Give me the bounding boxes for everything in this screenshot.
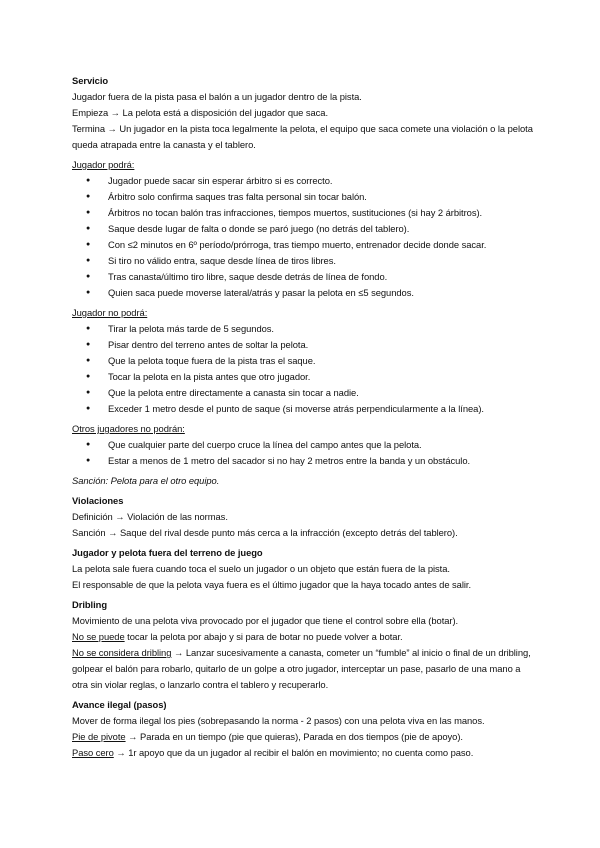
dribling-no-puede-label: No se puede <box>72 631 125 642</box>
list-item: ● Tirar la pelota más tarde de 5 segundos. <box>72 321 538 337</box>
dribling-no-puede-text: tocar la pelota por abajo y si para de botar no puede volver a botar. <box>124 631 403 642</box>
dribling-no-considera-text: → Lanzar sucesivamente a canasta, cometer un “fumble” al inicio o final de un dribling, golpear el balón para robarlo, quitarlo de un golpe a otro jugador, interceptar un pase, pasarlo de una mano a otra sin violar reglas, o lanzarlo contra el tablero y recuperarlo. <box>72 647 531 690</box>
list-item: ● Tras canasta/último tiro libre, saque desde detrás de línea de fondo. <box>72 269 538 285</box>
servicio-empieza: Empieza → La pelota está a disposición del jugador que saca. <box>72 107 329 118</box>
list-item: ● Jugador puede sacar sin esperar árbitro si es correcto. <box>72 173 538 189</box>
list-item: ● Quien saca puede moverse lateral/atrás y pasar la pelota en ≤5 segundos. <box>72 285 538 301</box>
list-item: ● Pisar dentro del terreno antes de soltar la pelota. <box>72 337 538 353</box>
avance-cero-text: → 1r apoyo que da un jugador al recibir el balón en movimiento; no cuenta como paso. <box>113 747 474 758</box>
dribling-heading: Dribling <box>72 599 108 610</box>
dribling-no-considera-label: No se considera dribling <box>72 647 172 658</box>
jugador-no-podra-heading: Jugador no podrá: <box>72 307 148 318</box>
jugador-podra-list <box>72 173 538 301</box>
avance-pivote-label: Pie de pivote <box>72 731 126 742</box>
otros-jugadores-heading: Otros jugadores no podrán: <box>72 423 185 434</box>
list-item: ● Árbitro solo confirma saques tras falta personal sin tocar balón. <box>72 189 538 205</box>
violaciones-definicion: Definición → Violación de las normas. <box>72 511 228 522</box>
servicio-definition: Jugador fuera de la pista pasa el balón a un jugador dentro de la pista. <box>72 91 362 102</box>
fuera-line-2: El responsable de que la pelota vaya fuera es el último jugador que la haya tocado antes de salir. <box>72 579 472 590</box>
list-item: ● Si tiro no válido entra, saque desde línea de tiros libres. <box>72 253 538 269</box>
avance-pivote-text: → Parada en un tiempo (pie que quieras), Parada en dos tiempos (pie de apoyo). <box>125 731 463 742</box>
servicio-heading: Servicio <box>72 75 109 86</box>
list-item: ● Exceder 1 metro desde el punto de saque (si moverse atrás perpendicularmente a la línea). <box>72 401 538 417</box>
fuera-line-1: La pelota sale fuera cuando toca el suelo un jugador o un objeto que están fuera de la pista. <box>72 563 450 574</box>
avance-pivote <box>72 729 538 745</box>
violaciones-sancion: Sanción → Saque del rival desde punto más cerca a la infracción (excepto detrás del tablero). <box>72 527 458 538</box>
list-item: ● Que cualquier parte del cuerpo cruce la línea del campo antes que la pelota. <box>72 437 538 453</box>
otros-jugadores-list <box>72 437 538 469</box>
avance-cero-label: Paso cero <box>72 747 114 758</box>
avance-paso-cero <box>72 745 538 761</box>
list-item: ● Árbitros no tocan balón tras infracciones, tiempos muertos, sustituciones (si hay 2 árbitros). <box>72 205 538 221</box>
violaciones-heading: Violaciones <box>72 495 124 506</box>
list-item: ● Saque desde lugar de falta o donde se paró juego (no detrás del tablero). <box>72 221 538 237</box>
jugador-no-podra-list <box>72 321 538 417</box>
avance-heading: Avance ilegal (pasos) <box>72 699 167 710</box>
list-item: ● Que la pelota toque fuera de la pista tras el saque. <box>72 353 538 369</box>
dribling-definition: Movimiento de una pelota viva provocado por el jugador que tiene el control sobre ella (botar). <box>72 615 459 626</box>
list-item: ● Tocar la pelota en la pista antes que otro jugador. <box>72 369 538 385</box>
fuera-heading: Jugador y pelota fuera del terreno de juego <box>72 547 263 558</box>
dribling-no-considera <box>72 645 538 693</box>
jugador-podra-heading: Jugador podrá: <box>72 159 135 170</box>
dribling-no-puede <box>72 629 538 645</box>
sancion-note: Sanción: Pelota para el otro equipo. <box>72 475 220 486</box>
list-item: ● Que la pelota entre directamente a canasta sin tocar a nadie. <box>72 385 538 401</box>
document-page <box>72 73 538 761</box>
avance-definition: Mover de forma ilegal los pies (sobrepasando la norma - 2 pasos) con una pelota viva en las manos. <box>72 715 485 726</box>
list-item: ● Estar a menos de 1 metro del sacador si no hay 2 metros entre la banda y un obstáculo. <box>72 453 538 469</box>
list-item: ● Con ≤2 minutos en 6º período/prórroga, tras tiempo muerto, entrenador decide donde sacar. <box>72 237 538 253</box>
servicio-termina: Termina → Un jugador en la pista toca legalmente la pelota, el equipo que saca comete una violación o la pelota queda atrapada entre la canasta y el tablero. <box>72 123 533 150</box>
